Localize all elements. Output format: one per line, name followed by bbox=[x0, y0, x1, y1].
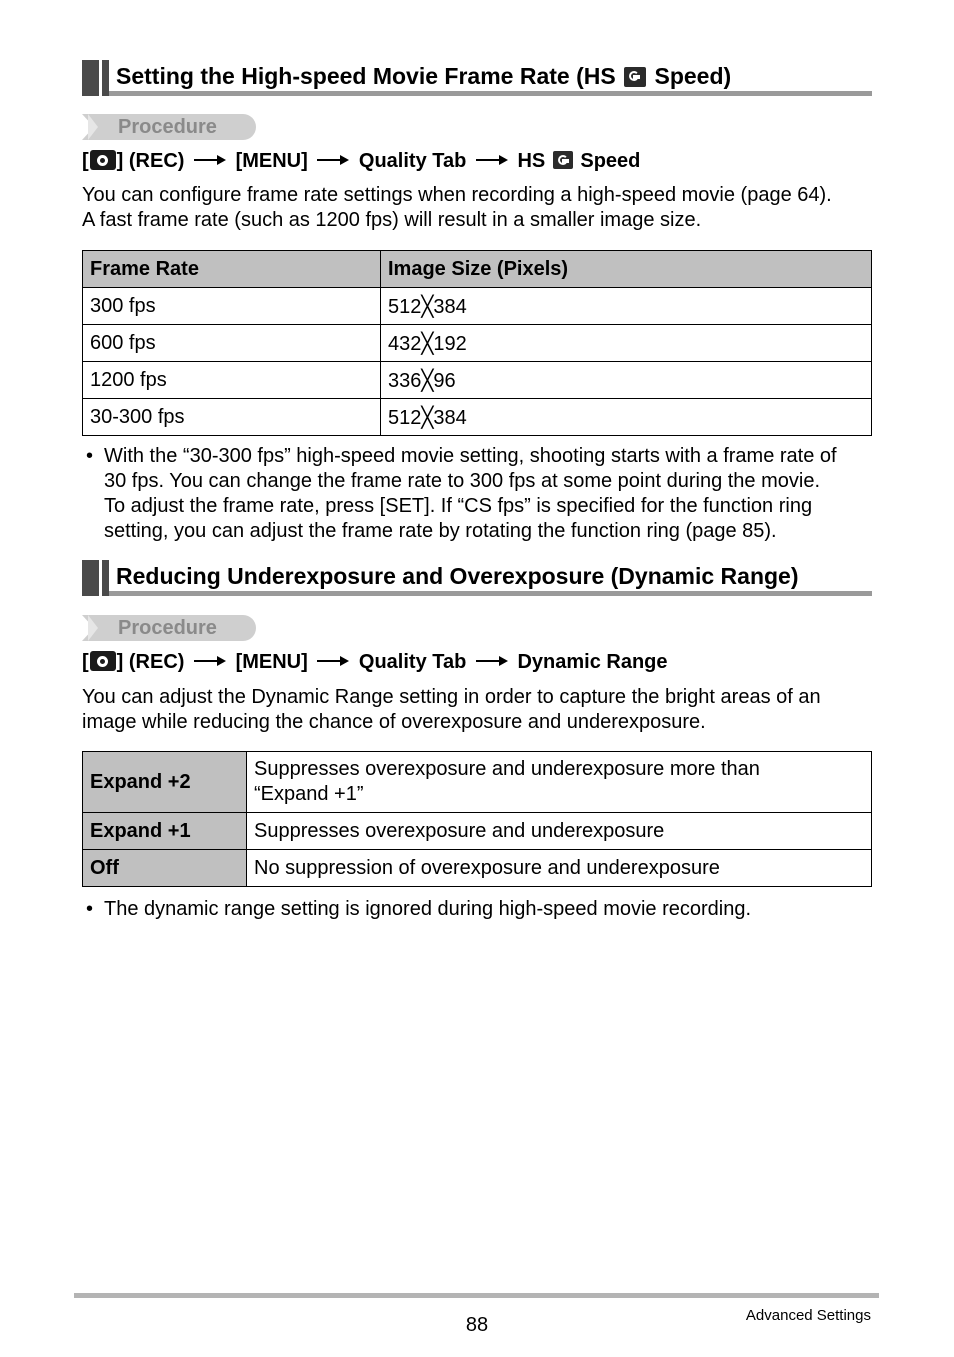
bullet-icon: • bbox=[86, 445, 94, 467]
path-text: Quality Tab bbox=[358, 150, 467, 172]
heading-underline bbox=[109, 91, 872, 96]
table-cell: 512╳384 bbox=[381, 288, 872, 325]
column-header: Image Size (Pixels) bbox=[381, 251, 872, 288]
paragraph-line: You can configure frame rate settings when recording a high-speed movie (page 64). bbox=[82, 184, 832, 206]
path-text: [MENU] bbox=[235, 651, 308, 673]
note-bullet bbox=[86, 897, 876, 923]
path-text: HS bbox=[517, 150, 546, 172]
path-text: [ bbox=[82, 150, 89, 172]
table-cell: 600 fps bbox=[83, 325, 381, 362]
option-description: No suppression of overexposure and underexposure bbox=[247, 850, 872, 887]
title-text: Setting the High-speed Movie Frame Rate (HS bbox=[116, 63, 616, 89]
table-cell: 512╳384 bbox=[381, 399, 872, 436]
title-text: Speed) bbox=[654, 63, 732, 89]
bullet-icon: • bbox=[86, 898, 94, 920]
dynamic-range-table bbox=[82, 751, 872, 887]
intro-paragraph bbox=[82, 183, 882, 233]
hs-movie-icon bbox=[624, 67, 646, 87]
option-name: Expand +2 bbox=[83, 752, 247, 813]
heading-marker bbox=[102, 560, 109, 596]
paragraph-line: A fast frame rate (such as 1200 fps) will result in a smaller image size. bbox=[82, 209, 702, 231]
note-text: The dynamic range setting is ignored during high-speed movie recording. bbox=[104, 898, 752, 920]
option-name: Off bbox=[83, 850, 247, 887]
path-text: ] (REC) bbox=[116, 150, 185, 172]
option-name: Expand +1 bbox=[83, 813, 247, 850]
path-text: Dynamic Range bbox=[517, 651, 668, 673]
table-cell: 1200 fps bbox=[83, 362, 381, 399]
heading-marker bbox=[102, 60, 109, 96]
table-row bbox=[83, 399, 872, 436]
heading-marker bbox=[82, 560, 99, 596]
arrow-right-icon bbox=[476, 655, 508, 667]
table-cell: 336╳96 bbox=[381, 362, 872, 399]
path-text: [ bbox=[82, 651, 89, 673]
arrow-right-icon bbox=[317, 154, 349, 166]
path-text: Speed bbox=[580, 150, 641, 172]
note-bullet bbox=[86, 444, 876, 544]
heading-underline bbox=[109, 591, 872, 596]
note-line: 30 fps. You can change the frame rate to 300 fps at some point during the movie. bbox=[104, 470, 821, 492]
camera-icon bbox=[90, 651, 116, 671]
footer-rule bbox=[74, 1293, 879, 1298]
note-line: With the “30-300 fps” high-speed movie setting, shooting starts with a frame rate of bbox=[104, 445, 837, 467]
description-line: “Expand +1” bbox=[254, 783, 364, 805]
table-row bbox=[83, 813, 872, 850]
column-header: Frame Rate bbox=[83, 251, 381, 288]
procedure-tag bbox=[82, 114, 256, 140]
table-row bbox=[83, 325, 872, 362]
table-cell: 30-300 fps bbox=[83, 399, 381, 436]
menu-path bbox=[82, 651, 668, 674]
procedure-chevron-icon bbox=[88, 615, 98, 641]
section-heading-dynamic-range bbox=[82, 560, 872, 596]
section-title: Reducing Underexposure and Overexposure (Dynamic Range) bbox=[116, 563, 799, 589]
path-text: Quality Tab bbox=[358, 651, 467, 673]
hs-movie-icon bbox=[553, 151, 573, 169]
arrow-right-icon bbox=[476, 154, 508, 166]
frame-rate-table bbox=[82, 250, 872, 436]
section-title bbox=[116, 63, 731, 90]
description-line: Suppresses overexposure and underexposure more than bbox=[254, 758, 760, 780]
table-row bbox=[83, 752, 872, 813]
path-text: [MENU] bbox=[235, 150, 308, 172]
option-description bbox=[247, 752, 872, 813]
footer-section-label: Advanced Settings bbox=[745, 1307, 871, 1324]
note-text bbox=[104, 444, 874, 544]
path-text: ] (REC) bbox=[116, 651, 185, 673]
arrow-right-icon bbox=[194, 655, 226, 667]
camera-icon bbox=[90, 150, 116, 170]
table-row bbox=[83, 288, 872, 325]
procedure-tag bbox=[82, 615, 256, 641]
procedure-label: Procedure bbox=[118, 617, 217, 639]
paragraph-line: You can adjust the Dynamic Range setting in order to capture the bright areas of an bbox=[82, 686, 821, 708]
note-line: setting, you can adjust the frame rate by rotating the function ring (page 85). bbox=[104, 520, 777, 542]
heading-marker bbox=[82, 60, 99, 96]
note-line: To adjust the frame rate, press [SET]. If “CS fps” is specified for the function ring bbox=[104, 495, 813, 517]
procedure-label: Procedure bbox=[118, 116, 217, 138]
intro-paragraph bbox=[82, 685, 882, 735]
section-heading-hs-speed bbox=[82, 60, 872, 96]
page-number: 88 bbox=[465, 1314, 489, 1336]
menu-path bbox=[82, 150, 640, 173]
arrow-right-icon bbox=[317, 655, 349, 667]
option-description: Suppresses overexposure and underexposure bbox=[247, 813, 872, 850]
arrow-right-icon bbox=[194, 154, 226, 166]
table-row bbox=[83, 850, 872, 887]
table-cell: 432╳192 bbox=[381, 325, 872, 362]
procedure-chevron-icon bbox=[88, 114, 98, 140]
table-cell: 300 fps bbox=[83, 288, 381, 325]
table-header-row bbox=[83, 251, 872, 288]
paragraph-line: image while reducing the chance of overexposure and underexposure. bbox=[82, 711, 706, 733]
table-row bbox=[83, 362, 872, 399]
